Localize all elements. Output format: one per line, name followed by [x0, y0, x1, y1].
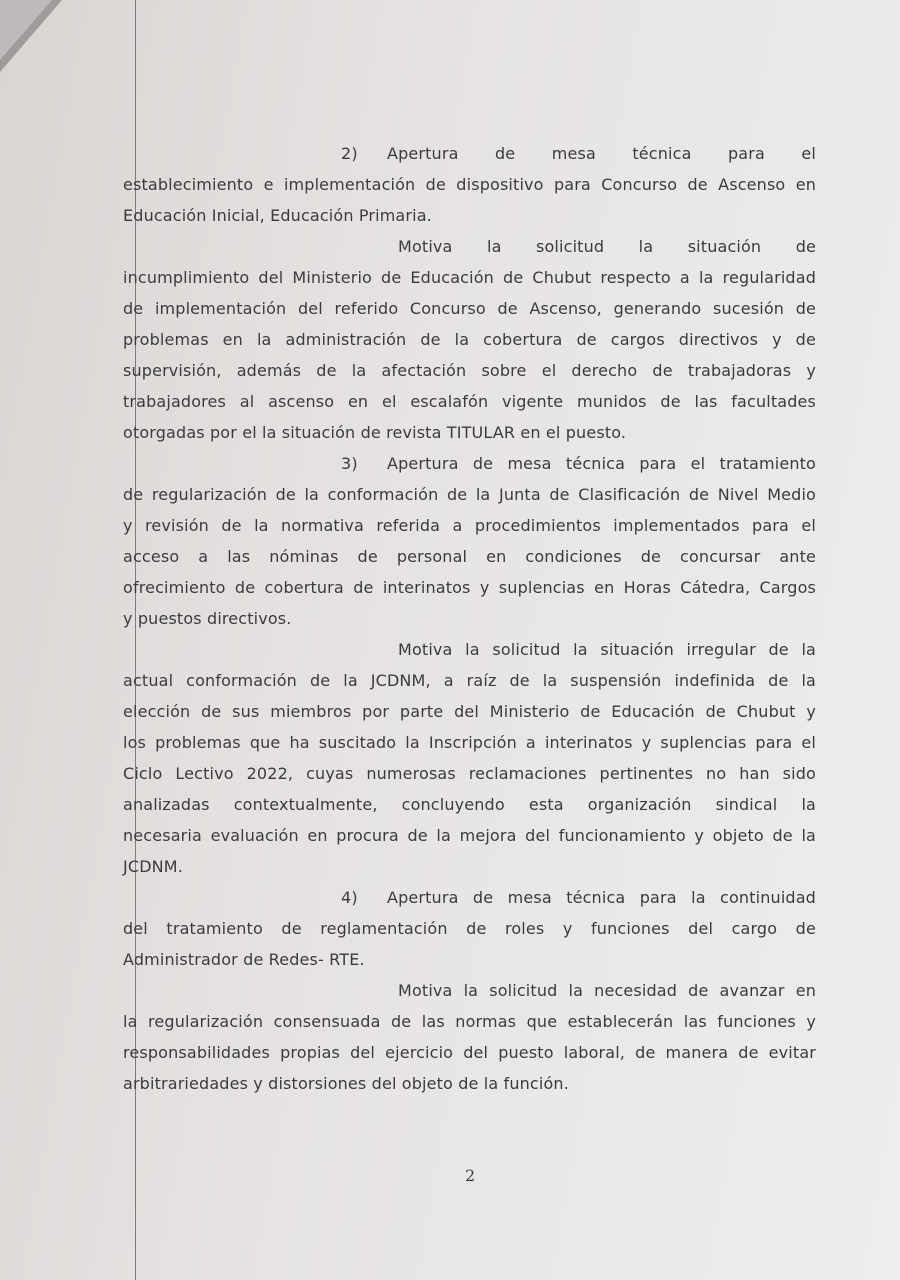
page-corner-shadow [0, 0, 52, 60]
body-line: de regularización de la conformación de la Junta de Clasificación de Nivel Medio [123, 485, 816, 504]
body-line: otorgadas por el la situación de revista TITULAR en el puesto. [123, 423, 627, 442]
body-line: establecimiento e implementación de dispositivo para Concurso de Ascenso en [123, 175, 816, 194]
body-line: Administrador de Redes- RTE. [123, 950, 365, 969]
motiva-first-line: Motiva la solicitud la necesidad de avanzar en [398, 981, 816, 1000]
body-line: arbitrariedades y distorsiones del objeto de la función. [123, 1074, 569, 1093]
item-first-line [123, 448, 816, 479]
body-line: de implementación del referido Concurso de Ascenso, generando sucesión de [123, 299, 816, 318]
body-line: acceso a las nóminas de personal en condiciones de concursar ante [123, 547, 816, 566]
body-line: incumplimiento del Ministerio de Educación de Chubut respecto a la regularidad [123, 268, 816, 287]
item-3 [123, 448, 816, 882]
item-first-line [123, 138, 816, 169]
body-line: los problemas que ha suscitado la Inscripción a interinatos y suplencias para el [123, 733, 816, 752]
body-line: Ciclo Lectivo 2022, cuyas numerosas reclamaciones pertinentes no han sido [123, 764, 816, 783]
body-line: y puestos directivos. [123, 609, 292, 628]
item-number: 3) [341, 454, 358, 473]
item-first-line-text: Apertura de mesa técnica para el [387, 144, 816, 163]
body-line: responsabilidades propias del ejercicio del puesto laboral, de manera de evitar [123, 1043, 816, 1062]
body-line: y revisión de la normativa referida a procedimientos implementados para el [123, 516, 816, 535]
body-line: supervisión, además de la afectación sobre el derecho de trabajadoras y [123, 361, 816, 380]
page-number: 2 [465, 1166, 476, 1185]
motiva-first-line: Motiva la solicitud la situación irregular de la [398, 640, 816, 659]
item-4 [123, 882, 816, 1099]
item-first-line-text: Apertura de mesa técnica para el tratamiento [387, 454, 816, 473]
item-number: 4) [341, 888, 358, 907]
body-line: elección de sus miembros por parte del Ministerio de Educación de Chubut y [123, 702, 816, 721]
body-line: problemas en la administración de la cobertura de cargos directivos y de [123, 330, 816, 349]
body-line: necesaria evaluación en procura de la mejora del funcionamiento y objeto de la [123, 826, 816, 845]
body-line: del tratamiento de reglamentación de roles y funciones del cargo de [123, 919, 816, 938]
item-number: 2) [341, 144, 358, 163]
body-line: JCDNM. [123, 857, 183, 876]
item-first-line [123, 882, 816, 913]
body-line: la regularización consensuada de las normas que establecerán las funciones y [123, 1012, 816, 1031]
body-line: analizadas contextualmente, concluyendo esta organización sindical la [123, 795, 816, 814]
body-line: trabajadores al ascenso en el escalafón vigente munidos de las facultades [123, 392, 816, 411]
motiva-first-line: Motiva la solicitud la situación de [398, 237, 816, 256]
body-line: actual conformación de la JCDNM, a raíz de la suspensión indefinida de la [123, 671, 816, 690]
body-line: ofrecimiento de cobertura de interinatos y suplencias en Horas Cátedra, Cargos [123, 578, 816, 597]
item-first-line-text: Apertura de mesa técnica para la continuidad [387, 888, 816, 907]
item-2 [123, 138, 816, 448]
body-line: Educación Inicial, Educación Primaria. [123, 206, 432, 225]
document-body [123, 138, 816, 1099]
